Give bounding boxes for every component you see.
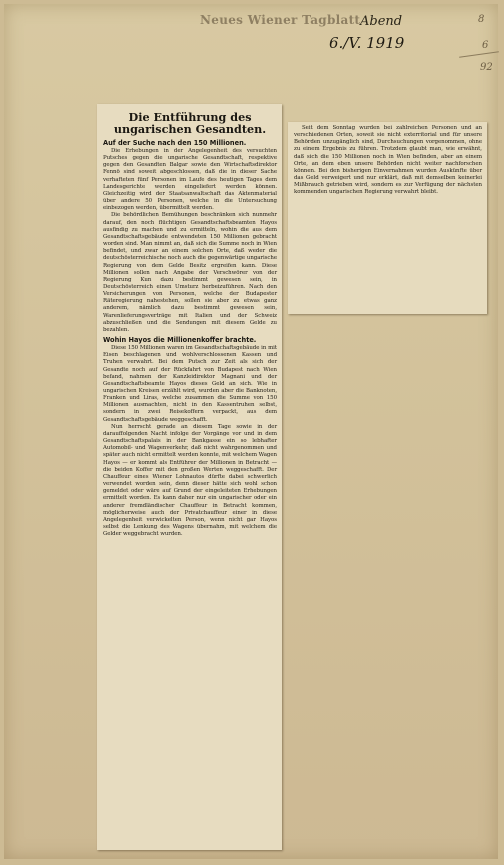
article-subhead-1: Auf der Suche nach den 150 Millionen. — [103, 139, 247, 147]
clipping-column-right — [288, 122, 487, 314]
article-subhead-2: Wohin Hayos die Millionenkoffer brachte. — [103, 336, 257, 345]
article-paragraph-1: Die Erhebungen in der Angelegenheit des versuchten Putsches gegen die ungarische Gesandtschaft, respektive gegen den Gesandten Balgar sowie den Wirtschaftsdirektor Fennö sind soweit abgeschlossen, daß die in dieser Sache verhafteten fünf Personen im Laufe des heutigen Tages dem Landesgerichte werden eingeliefert werden können. Gleichzeitig wird der Staatsanwaltschaft das Aktenmaterial über andere 50 Personen, welche in die Untersuchung einbezogen werden, übermittelt werden. — [103, 148, 277, 212]
article-paragraph-2: Die behördlichen Bemühungen beschränken sich nunmehr darauf, den noch flüchtigen Gesandtschaftsbeamten Hayos ausfindig zu machen und zu ermitteln, wohin die aus dem Gesandtschaftsgebäude entwendeten 150 Millionen gebracht worden sind. Man nimmt an, daß sich die Summe noch in Wien befindet, und zwar an einem solchen Orte, daß weder die deutschösterreichische noch auch die gegenwärtige ungarische Regierung von dem Gelde Besitz ergreifen kann. Diese Millionen sollen nach Angabe der Verschwörer von der Regierung Kun dazu bestimmt gewesen sein, in Deutschösterreich einen Umsturz herbeizuführen. Nach den Versicherungen von Personen, welche der Budapester Räteregierung nahestehen, sollen sie aber zu etwas ganz anderem, nämlich dazu bestimmt gewesen sein, Warenlieferungsverträge mit Italien und der Schweiz abzuschließen und die Sendungen mit diesem Gelde zu bezahlen. — [103, 212, 277, 333]
margin-mark-2: 6 — [482, 40, 489, 51]
clipping-column-left — [97, 104, 282, 850]
margin-mark-3: 92 — [480, 62, 493, 73]
newspaper-masthead: Neues Wiener Tagblatt — [200, 13, 361, 27]
pencil-stroke — [459, 51, 499, 58]
article-headline: Die Entführung des ungarischen Gesandten. — [113, 110, 267, 136]
margin-mark-1: 8 — [478, 14, 485, 25]
article-paragraph-3: Diese 150 Millionen waren im Gesandtschaftsgebäude in mit Eisen beschlagenen und wohlverschlossenen Kassen und Truhen verwahrt. Bei dem Putsch zur Zeit als sich der Gesandte noch auf der Rückfahrt von Budapest nach Wien befand, nahmen der Kanzleidirektor Magnani und der Gesandtschaftsbeamte Hayos dieses Geld an sich. Wie in ungarischen Kreisen erzählt wird, wurden aber die Banknoten, Franken und Liras, welche zusammen die Summe von 150 Millionen ausmachten, nicht in den Kassentruhen selbst, sondern in zwei Reisekoffern verpackt, aus dem Gesandtschaftsgebäude weggeschafft. — [103, 345, 277, 423]
handwritten-edition: Abend — [360, 14, 403, 29]
article-paragraph-4: Nun herrscht gerade an diesem Tage sowie in der darauffolgenden Nacht infolge der Vorgänge vor und in dem Gesandtschaftspalais in der Bankgasse ein so lebhafter Automobil- und Wagenverkehr, daß nicht wahrgenommen und später auch nicht ermittelt werden konnte, mit welchem Wagen Hayos — er kommt als Entführer der Millionen in Betracht — die beiden Koffer mit den großen Werten weggeschafft. Der Chauffeur eines Wiener Lohnautos dürfte dabei schwerlich verwendet worden sein, denn dieser hätte sich wohl schon gemeldet oder wäre auf Grund der eingeleiteten Erhebungen ermittelt worden. Es kann daher nur ein ungarischer oder ein anderer fremdländischer Chauffeur in Betracht kommen, möglicherweise auch der Privatchauffeur einer in diese Angelegenheit verwickelten Person, wenn nicht gar Hayos selbst die Lenkung des Wagens übernahm, mit welchem die Gelder weggebracht wurden. — [103, 423, 277, 538]
handwritten-date: 6./V. 1919 — [329, 34, 405, 52]
article-paragraph-5: Seit dem Sonntag wurden bei zahlreichen Personen und an verschiedenen Orten, soweit sie nicht exterritorial und für unsere Behörden unzugänglich sind, Durchsuchungen vorgenommen, ohne zu einem Ergebnis zu führen. Trotzdem glaubt man, wie erwähnt, daß sich die 150 Millionen noch in Wien befinden, aber an einem Orte, an dem eben unsere Behörden nicht weiter nachforschen können. Bei den bisherigen Einvernahmen wurden Auskünfte über das Geld verweigert und nur erklärt, daß mit demselben keinerlei Mißbrauch getrieben wird, sondern es zur Verfügung der nächsten kommenden ungarischen Regierung verwahrt bleibt. — [294, 125, 482, 196]
